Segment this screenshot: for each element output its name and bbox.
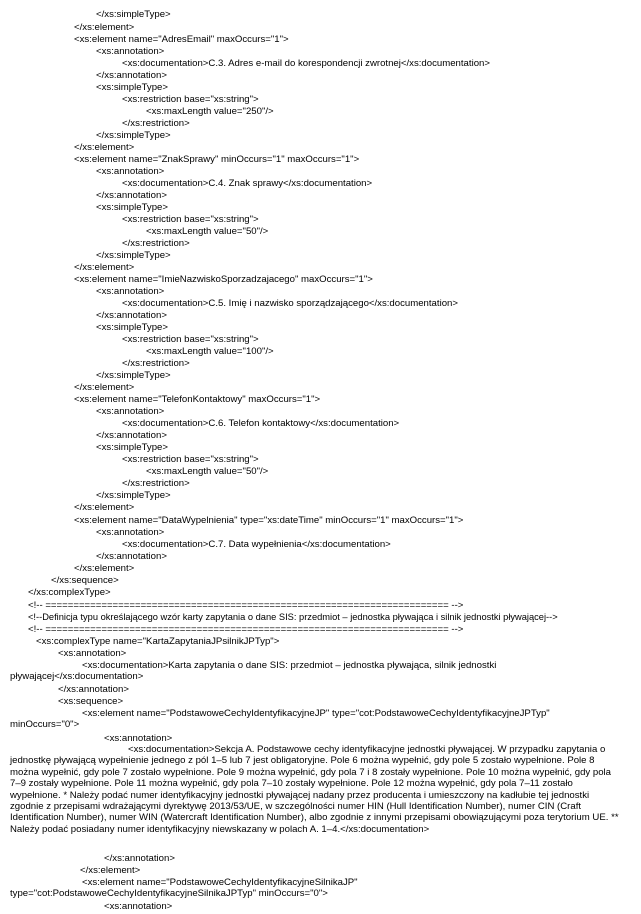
code-line: </xs:restriction> xyxy=(122,238,190,249)
element-cechy-jp: <xs:element name="PodstawoweCechyIdentyfikacyjneJP" type="cot:PodstawoweCechyIdentyfikacyjneJPTyp" minOccurs="0"> xyxy=(10,708,550,731)
code-line: </xs:simpleType> xyxy=(96,490,171,501)
code-line: <xs:maxLength value="50"/> xyxy=(146,466,269,477)
code-line: <xs:maxLength value="50"/> xyxy=(146,226,269,237)
code-line: </xs:annotation> xyxy=(96,70,167,81)
code-line: </xs:annotation> xyxy=(96,310,167,321)
code-line: <xs:sequence> xyxy=(58,696,124,707)
code-line: </xs:element> xyxy=(74,22,135,33)
documentation-karta: <xs:documentation>Karta zapytania o dane SIS: przedmiot – jednostka pływająca, silnik jednostki pływającej</xs:documentation> xyxy=(10,660,497,683)
code-line: </xs:annotation> xyxy=(96,430,167,441)
code-line: <xs:annotation> xyxy=(96,46,165,57)
code-line: <xs:annotation> xyxy=(96,286,165,297)
code-line: <xs:restriction base="xs:string"> xyxy=(122,94,259,105)
code-line: </xs:element> xyxy=(74,502,135,513)
code-line: </xs:annotation> xyxy=(96,190,167,201)
code-line: <xs:maxLength value="100"/> xyxy=(146,346,274,357)
code-line: </xs:restriction> xyxy=(122,118,190,129)
code-line: <xs:element name="ImieNazwiskoSporzadzajacego" maxOccurs="1"> xyxy=(74,274,373,285)
code-line: <xs:element name="TelefonKontaktowy" maxOccurs="1"> xyxy=(74,394,321,405)
code-line: </xs:simpleType> xyxy=(96,9,171,20)
code-line: <xs:annotation> xyxy=(104,901,173,912)
documentation-sekcja-a: <xs:documentation>Sekcja A. Podstawowe cechy identyfikacyjne jednostki pływającej. W przypadku zapytania o jednostkę pływającą wypełnienie jednego z pól 1–5 lub 7 jest obligatoryjne. Pole 6 można wypełnić, gdy pole 5 zostało wypełnione. Pole 8 można wypełnić, gdy pole 7 zostało wypełnione. Pole 9 można wypełnić, gdy pola 7 i 8 zostały wypełnione. Pole 10 można wypełnić, gdy pola 7–9 zostały wypełnione. Pole 11 można wypełnić, gdy pola 7–10 zostały wypełnione. Pole 12 można wypełnić, gdy pola 7–11 zostało wypełnione. * Należy podać numer identyfikacyjny jednostki pływającej nadany przez producenta i umieszczony na kadłubie tej jednostki zgodnie z przepisami wdrażającymi dyrektywę 2013/53/UE, w szczególności numer HIN (Hull Identification Number), numer CIN (Craft Identification Number), numer WIN (Watercraft Identification Number), albo zgodnie z innymi przepisami obowiązującymi poza terytorium UE. ** Należy podać posiadany numer identyfikacyjny niewskazany w polach A. 1–4.</xs:documentation> xyxy=(10,744,619,835)
code-line: <xs:restriction base="xs:string"> xyxy=(122,334,259,345)
code-line: <xs:documentation>C.4. Znak sprawy</xs:documentation> xyxy=(122,178,373,189)
code-line: </xs:element> xyxy=(80,865,141,876)
code-line: <xs:documentation>C.7. Data wypełnienia</xs:documentation> xyxy=(122,539,391,550)
code-line: </xs:complexType> xyxy=(28,587,111,598)
code-line: <xs:element name="AdresEmail" maxOccurs="1"> xyxy=(74,34,289,45)
code-line: <xs:annotation> xyxy=(96,527,165,538)
code-line: </xs:annotation> xyxy=(96,551,167,562)
code-line: </xs:simpleType> xyxy=(96,370,171,381)
code-line: <xs:simpleType> xyxy=(96,202,168,213)
code-line: <xs:restriction base="xs:string"> xyxy=(122,454,259,465)
code-line: <xs:simpleType> xyxy=(96,442,168,453)
code-line: </xs:element> xyxy=(74,142,135,153)
comment-separator: <!-- ======================================================================== --> xyxy=(28,600,464,611)
code-line: <xs:documentation>C.5. Imię i nazwisko sporządzającego</xs:documentation> xyxy=(122,298,458,309)
code-line: </xs:simpleType> xyxy=(96,250,171,261)
code-line: <xs:element name="ZnakSprawy" minOccurs="1" maxOccurs="1"> xyxy=(74,154,360,165)
element-cechy-silnika-jp: <xs:element name="PodstawoweCechyIdentyfikacyjneSilnikaJP" type="cot:PodstawoweCechyIdentyfikacyjneSilnikaJPTyp" minOccurs="0"> xyxy=(10,877,358,900)
code-line: </xs:element> xyxy=(74,382,135,393)
code-line: </xs:annotation> xyxy=(104,853,175,864)
code-line: <xs:annotation> xyxy=(104,733,173,744)
code-line: </xs:simpleType> xyxy=(96,130,171,141)
code-line: <xs:annotation> xyxy=(58,648,127,659)
code-line: <xs:maxLength value="250"/> xyxy=(146,106,274,117)
code-line: </xs:annotation> xyxy=(58,684,129,695)
code-line: </xs:restriction> xyxy=(122,478,190,489)
code-line: <xs:restriction base="xs:string"> xyxy=(122,214,259,225)
code-line: <xs:documentation>C.6. Telefon kontaktowy</xs:documentation> xyxy=(122,418,400,429)
code-line: </xs:element> xyxy=(74,262,135,273)
code-line: </xs:sequence> xyxy=(51,575,119,586)
code-line: </xs:restriction> xyxy=(122,358,190,369)
code-line: <xs:complexType name="KartaZapytaniaJPsilnikJPTyp"> xyxy=(36,636,280,647)
code-line: <xs:simpleType> xyxy=(96,322,168,333)
code-line: <xs:element name="DataWypelnienia" type="xs:dateTime" minOccurs="1" maxOccurs="1"> xyxy=(74,515,464,526)
code-line: <xs:documentation>C.3. Adres e-mail do korespondencji zwrotnej</xs:documentation> xyxy=(122,58,490,69)
comment-separator: <!-- ======================================================================== --> xyxy=(28,624,464,635)
code-line: <xs:simpleType> xyxy=(96,82,168,93)
code-line: <xs:annotation> xyxy=(96,166,165,177)
code-line: <xs:annotation> xyxy=(96,406,165,417)
comment-definition: <!--Definicja typu określającego wzór karty zapytania o dane SIS: przedmiot – jednostka pływająca i silnik jednostki pływającej--> xyxy=(28,612,558,622)
code-line: </xs:element> xyxy=(74,563,135,574)
